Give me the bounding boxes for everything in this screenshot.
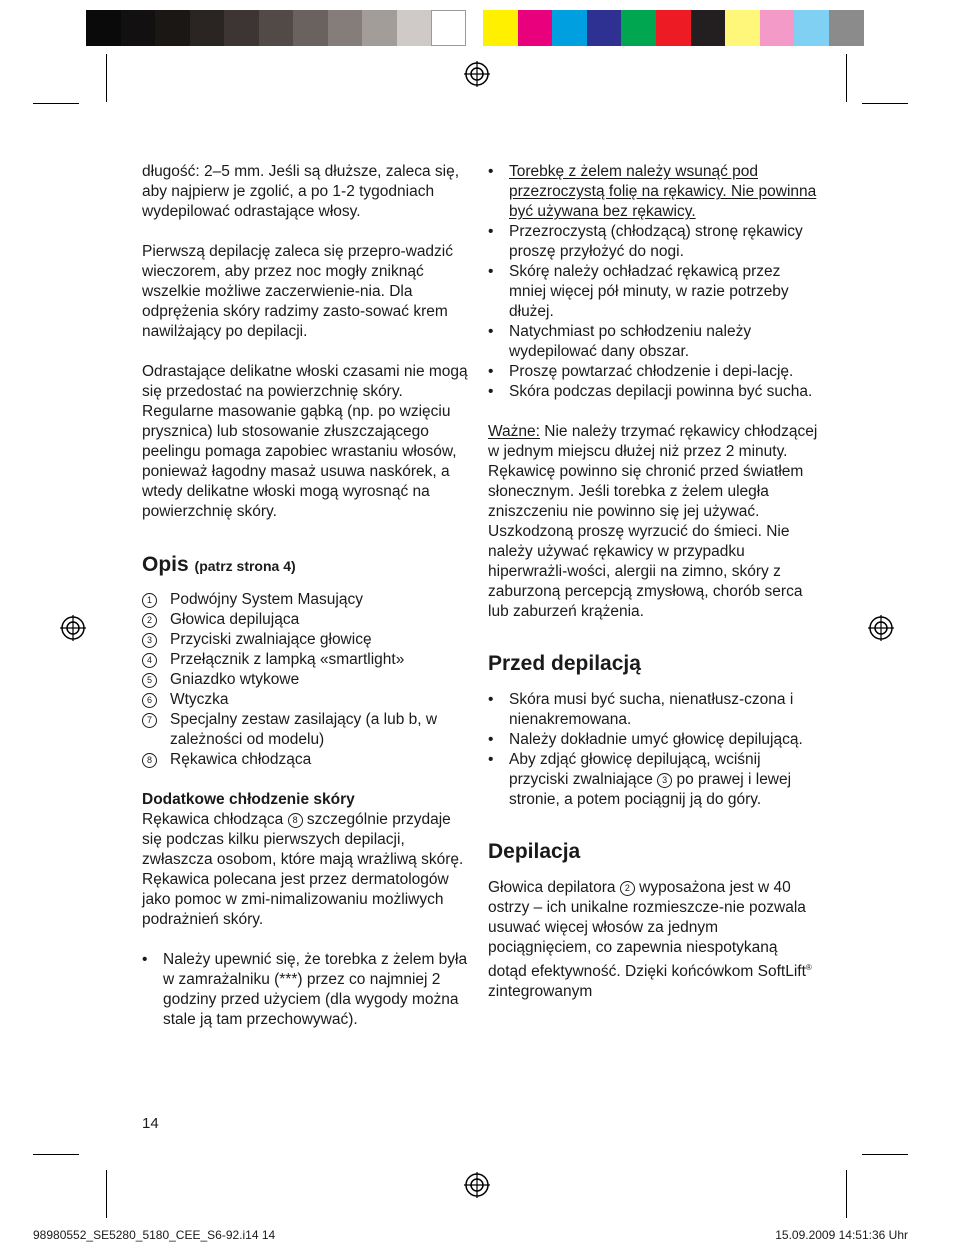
number-circle: 8 xyxy=(142,753,157,768)
subheading: Dodatkowe chłodzenie skóry xyxy=(142,791,355,808)
number-circle: 3 xyxy=(657,773,672,788)
important-note xyxy=(488,422,818,622)
paragraph xyxy=(488,878,818,1002)
list-item xyxy=(488,750,818,810)
color-swatch xyxy=(121,10,156,46)
color-swatch xyxy=(794,10,829,46)
color-bar xyxy=(483,10,864,46)
bullet-list xyxy=(488,162,818,402)
grayscale-bar xyxy=(86,10,466,46)
text-span: Głowica depilatora xyxy=(488,879,616,896)
list-item: • Skórę należy ochładzać rękawicą przez mniej więcej pół minuty, w razie potrzeby dłużej. xyxy=(488,262,818,322)
paragraph: Odrastające delikatne włoski czasami nie mogą się przedostać na powierzchnię skóry. Regularne masowanie gąbką (np. po wzięciu prysznica) lub stosowanie złuszczającego peelingu pomaga zapobiec wrastaniu włosów, ponieważ łagodny masaż usuwa naskórek, a wtedy delikatne włoski mogą wyrosnąć na powierzchnię skóry. xyxy=(142,363,468,520)
color-swatch xyxy=(293,10,328,46)
list-item-text: Gniazdko wtykowe xyxy=(170,671,300,688)
section-heading-depilacja: Depilacja xyxy=(488,840,581,863)
color-swatch xyxy=(725,10,760,46)
color-swatch xyxy=(190,10,225,46)
underlined-text: Torebkę z żelem należy wsunąć pod przezroczystą folię na rękawicy. Nie powinna być używana bez rękawicy. xyxy=(509,163,817,220)
registration-mark-icon xyxy=(60,615,86,641)
list-item-text: Podwójny System Masujący xyxy=(170,591,363,608)
color-swatch xyxy=(155,10,190,46)
number-circle: 3 xyxy=(142,633,157,648)
color-swatch xyxy=(224,10,259,46)
list-item xyxy=(142,630,472,650)
color-swatch xyxy=(760,10,795,46)
text-span: Aby zdjąć głowicę depilującą, wciśnij przyciski zwalniające xyxy=(509,751,761,788)
number-circle: 2 xyxy=(142,613,157,628)
crop-mark xyxy=(33,103,79,104)
heading-subtext: (patrz strona 4) xyxy=(194,558,296,574)
list-item: • Skóra podczas depilacji powinna być sucha. xyxy=(488,382,818,402)
list-item xyxy=(142,610,472,630)
color-swatch xyxy=(259,10,294,46)
list-item-text: Specjalny zestaw zasilający (a lub b, w zależności od modelu) xyxy=(170,711,438,748)
color-swatch xyxy=(552,10,587,46)
crop-mark xyxy=(33,1154,79,1155)
list-item xyxy=(142,750,472,770)
crop-mark xyxy=(862,1154,908,1155)
crop-mark xyxy=(862,103,908,104)
text-span: Rękawica chłodząca xyxy=(142,811,284,828)
color-swatch xyxy=(829,10,864,46)
paragraph: długość: 2–5 mm. Jeśli są dłuższe, zaleca się, aby najpierw je zgolić, a po 1-2 tygodniach wydepilować odrastające włosy. xyxy=(142,163,460,220)
number-circle: 7 xyxy=(142,713,157,728)
list-item: • Proszę powtarzać chłodzenie i depi-lację. xyxy=(488,362,818,382)
list-item: • Natychmiast po schłodzeniu należy wydepilować dany obszar. xyxy=(488,322,818,362)
color-swatch xyxy=(431,10,466,46)
section-heading-opis xyxy=(142,553,472,578)
number-circle: 5 xyxy=(142,673,157,688)
list-item xyxy=(142,650,472,670)
list-item-text: Rękawica chłodząca xyxy=(170,751,312,768)
list-item xyxy=(488,162,818,222)
list-item: • Przezroczystą (chłodzącą) stronę rękawicy proszę przyłożyć do nogi. xyxy=(488,222,818,262)
color-swatch xyxy=(362,10,397,46)
text-span: szczególnie przydaje się podczas kilku pierwszych depilacji, zwłaszcza osobom, które mają wrażliwą skórę. Rękawica polecana jest przez dermatologów jako pomoc w zmi-nimalizowaniu możliwych podrażnień skóry. xyxy=(142,811,464,928)
left-column xyxy=(142,162,472,1030)
list-item xyxy=(142,690,472,710)
right-column xyxy=(488,162,818,1002)
list-item-text: Przyciski zwalniające głowicę xyxy=(170,631,372,648)
list-item: • Należy dokładnie umyć głowicę depilującą. xyxy=(488,730,818,750)
number-circle: 1 xyxy=(142,593,157,608)
list-item: • Należy upewnić się, że torebka z żelem była w zamrażalniku (***) przez co najmniej 2 godziny przed użyciem (dla wygody można stale ją tam przechowywać). xyxy=(142,950,472,1030)
important-label: Ważne: xyxy=(488,423,540,440)
color-swatch xyxy=(328,10,363,46)
number-circle: 4 xyxy=(142,653,157,668)
list-item xyxy=(142,670,472,690)
color-swatch xyxy=(587,10,622,46)
text-span: Nie należy trzymać rękawicy chłodzącej w jednym miejscu dłużej niż przez 2 minuty. Rękawicę powinno się chronić przed światłem słonecznym. Jeśli torebka z żelem uległa zniszczeniu nie powinno się jej używać. Uszkodzoną proszę wyrzucić do śmieci. Nie należy używać rękawicy w przypadku hiperwrażli-wości, alergii na zimno, skóry z zaburzoną percepcją zmysłową, chorób serca lub zaburzeń krążenia. xyxy=(488,423,818,620)
list-item-text: Głowica depilująca xyxy=(170,611,300,628)
registration-mark-icon xyxy=(464,61,490,87)
paragraph: Pierwszą depilację zaleca się przepro-wadzić wieczorem, aby przez noc mogły zniknąć wszelkie możliwe zaczerwienie-nia. Dla odprężenia skóry radzimy zasto-sować krem nawilżający po depilacji. xyxy=(142,243,453,340)
crop-mark xyxy=(106,54,107,102)
footer-timestamp: 15.09.2009 14:51:36 Uhr xyxy=(775,1228,908,1242)
text-span: po prawej i lewej stronie, a potem pociągnij ją do góry. xyxy=(509,771,792,808)
registration-mark-icon xyxy=(868,615,894,641)
list-item-text: Przełącznik z lampką «smartlight» xyxy=(170,651,405,668)
number-circle: 8 xyxy=(288,813,303,828)
list-item-text: Wtyczka xyxy=(170,691,229,708)
crop-mark xyxy=(106,1170,107,1218)
color-swatch xyxy=(621,10,656,46)
bullet-list xyxy=(488,690,818,810)
bullet-list xyxy=(142,950,472,1030)
section-heading-przed-depilacja: Przed depilacją xyxy=(488,652,641,675)
color-swatch xyxy=(518,10,553,46)
registration-mark-icon xyxy=(464,1172,490,1198)
color-swatch xyxy=(397,10,432,46)
number-circle: 6 xyxy=(142,693,157,708)
text-span: wyposażona jest w 40 ostrzy – ich unikalne rozmieszcze-nie pozwala usuwać więcej włosów za jednym pociągnięciem, co zapewnia niespotykaną dotąd efektywność. Dzięki końcówkom SoftLift xyxy=(488,879,806,981)
list-item: • Skóra musi być sucha, nienatłusz-czona i nienakremowana. xyxy=(488,690,818,730)
list-item xyxy=(142,710,472,750)
parts-list xyxy=(142,590,472,770)
list-item xyxy=(142,590,472,610)
registered-mark: ® xyxy=(805,963,812,972)
heading-text: Opis xyxy=(142,553,189,576)
paragraph xyxy=(142,810,472,930)
page-number: 14 xyxy=(142,1115,159,1132)
text-span: zintegrowanym xyxy=(488,983,593,1001)
color-swatch xyxy=(691,10,726,46)
crop-mark xyxy=(846,54,847,102)
color-swatch xyxy=(483,10,518,46)
color-swatch xyxy=(86,10,121,46)
crop-mark xyxy=(846,1170,847,1218)
footer-file-info: 98980552_SE5280_5180_CEE_S6-92.i14 14 xyxy=(33,1228,276,1242)
number-circle: 2 xyxy=(620,881,635,896)
color-swatch xyxy=(656,10,691,46)
